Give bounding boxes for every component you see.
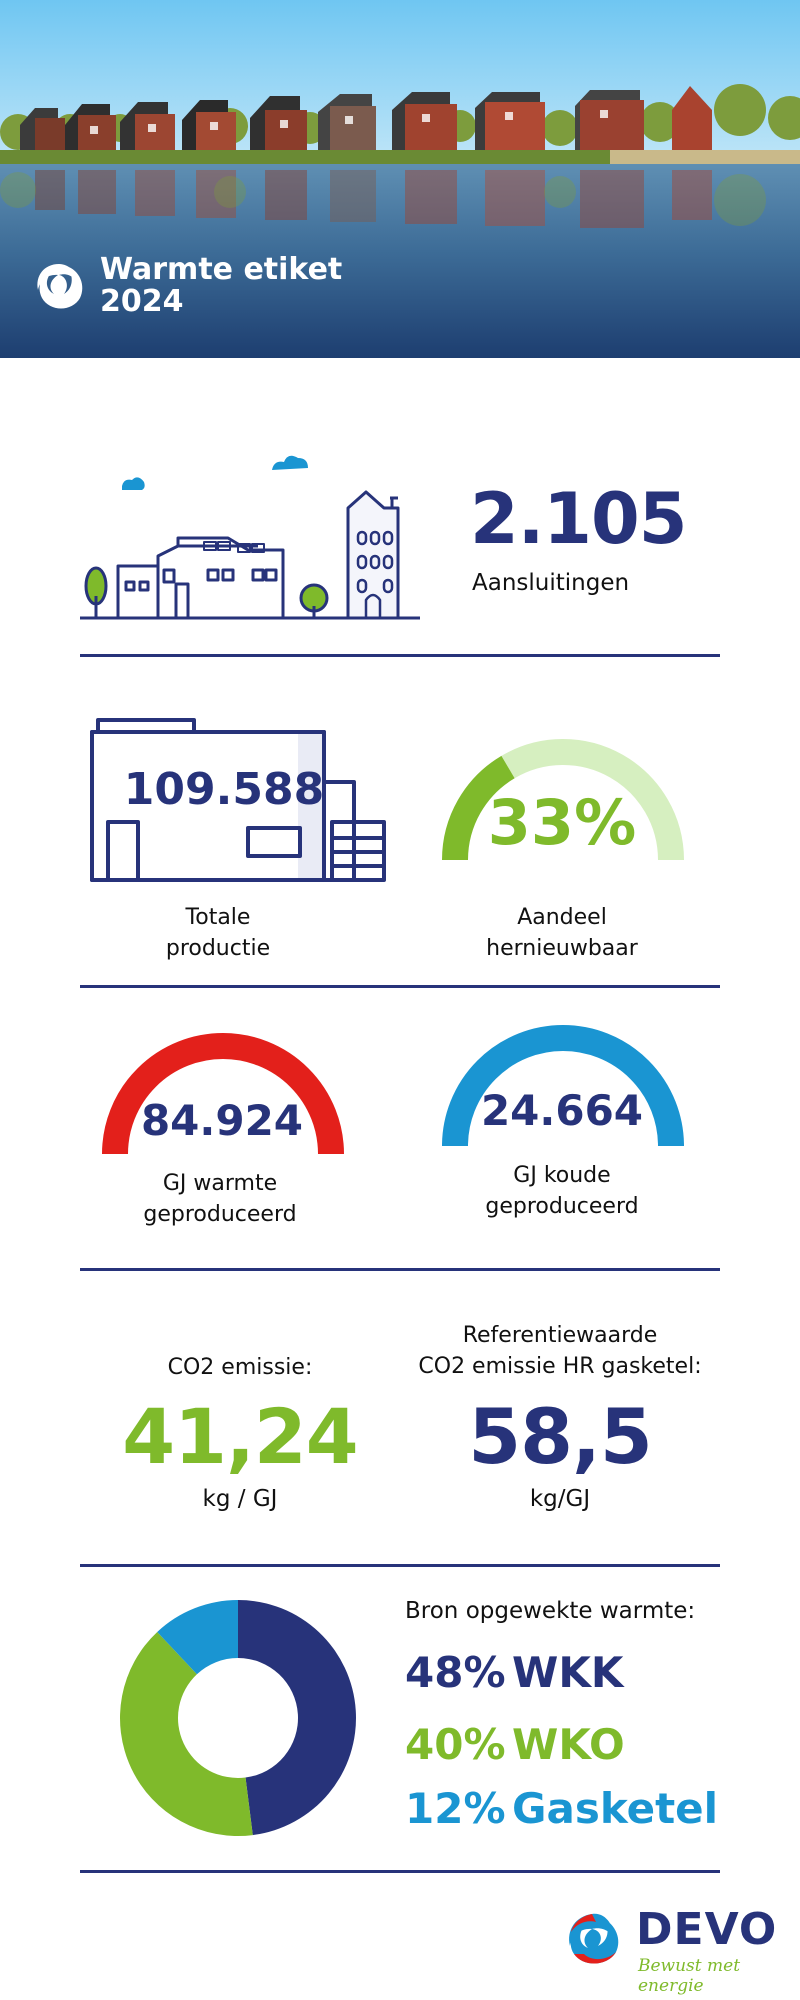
- source-row-wkk: [405, 1648, 623, 1697]
- reference-label-line-2: CO2 emissie HR gasketel:: [418, 1354, 702, 1379]
- connections-value: 2.105: [470, 478, 687, 560]
- source-row-gasketel: [405, 1784, 718, 1833]
- devo-brand: DEVO: [636, 1904, 778, 1955]
- reference-value: 58,5: [468, 1392, 652, 1481]
- heat-label-line-1: GJ warmte: [162, 1171, 278, 1196]
- co2-label: CO2 emissie:: [167, 1355, 313, 1380]
- reference-label: [400, 1320, 720, 1382]
- source-wko-pct: 40%: [405, 1720, 506, 1769]
- page-title: [100, 254, 342, 318]
- divider-1: [80, 654, 720, 657]
- cold-label-line-2: geproduceerd: [485, 1194, 639, 1219]
- heat-label: [120, 1168, 320, 1230]
- renewable-value: 33%: [487, 786, 637, 859]
- donut-slice-wkk: [238, 1600, 356, 1835]
- houses-illustration: [78, 446, 424, 626]
- source-donut-chart: [118, 1598, 358, 1838]
- production-label-line-1: Totale: [185, 905, 251, 930]
- connections-label: Aansluitingen: [472, 570, 630, 596]
- cold-label: [462, 1160, 662, 1222]
- renewable-label: [462, 902, 662, 964]
- warmte-logo-icon: [30, 258, 88, 316]
- production-label: [118, 902, 318, 964]
- source-wkk-name: WKK: [512, 1648, 624, 1697]
- production-value: 109.588: [123, 764, 325, 815]
- devo-logo-icon: [562, 1908, 628, 1970]
- divider-5: [80, 1870, 720, 1873]
- renewable-label-line-2: hernieuwbaar: [486, 936, 638, 961]
- reference-unit: kg/GJ: [529, 1486, 591, 1512]
- source-wkk-pct: 48%: [405, 1648, 506, 1697]
- title-line-1: Warmte etiket: [100, 252, 343, 287]
- renewable-label-line-1: Aandeel: [517, 905, 607, 930]
- source-wko-name: WKO: [512, 1720, 625, 1769]
- production-label-line-2: productie: [165, 936, 271, 961]
- source-gasketel-name: Gasketel: [512, 1784, 719, 1833]
- header-banner: [0, 0, 800, 358]
- heat-label-line-2: geproduceerd: [143, 1202, 297, 1227]
- heat-value: 84.924: [140, 1096, 304, 1145]
- reference-label-line-1: Referentiewaarde: [462, 1323, 658, 1348]
- cold-label-line-1: GJ koude: [513, 1163, 611, 1188]
- cold-value: 24.664: [480, 1086, 644, 1135]
- source-gasketel-pct: 12%: [405, 1784, 506, 1833]
- divider-3: [80, 1268, 720, 1271]
- devo-tagline: Bewust met energie: [638, 1956, 741, 1996]
- co2-value: 41,24: [122, 1392, 358, 1481]
- divider-4: [80, 1564, 720, 1567]
- title-line-2: 2024: [100, 284, 184, 319]
- sources-title: Bron opgewekte warmte:: [405, 1598, 696, 1624]
- source-row-wko: [405, 1720, 625, 1769]
- divider-2: [80, 985, 720, 988]
- co2-unit: kg / GJ: [202, 1486, 278, 1512]
